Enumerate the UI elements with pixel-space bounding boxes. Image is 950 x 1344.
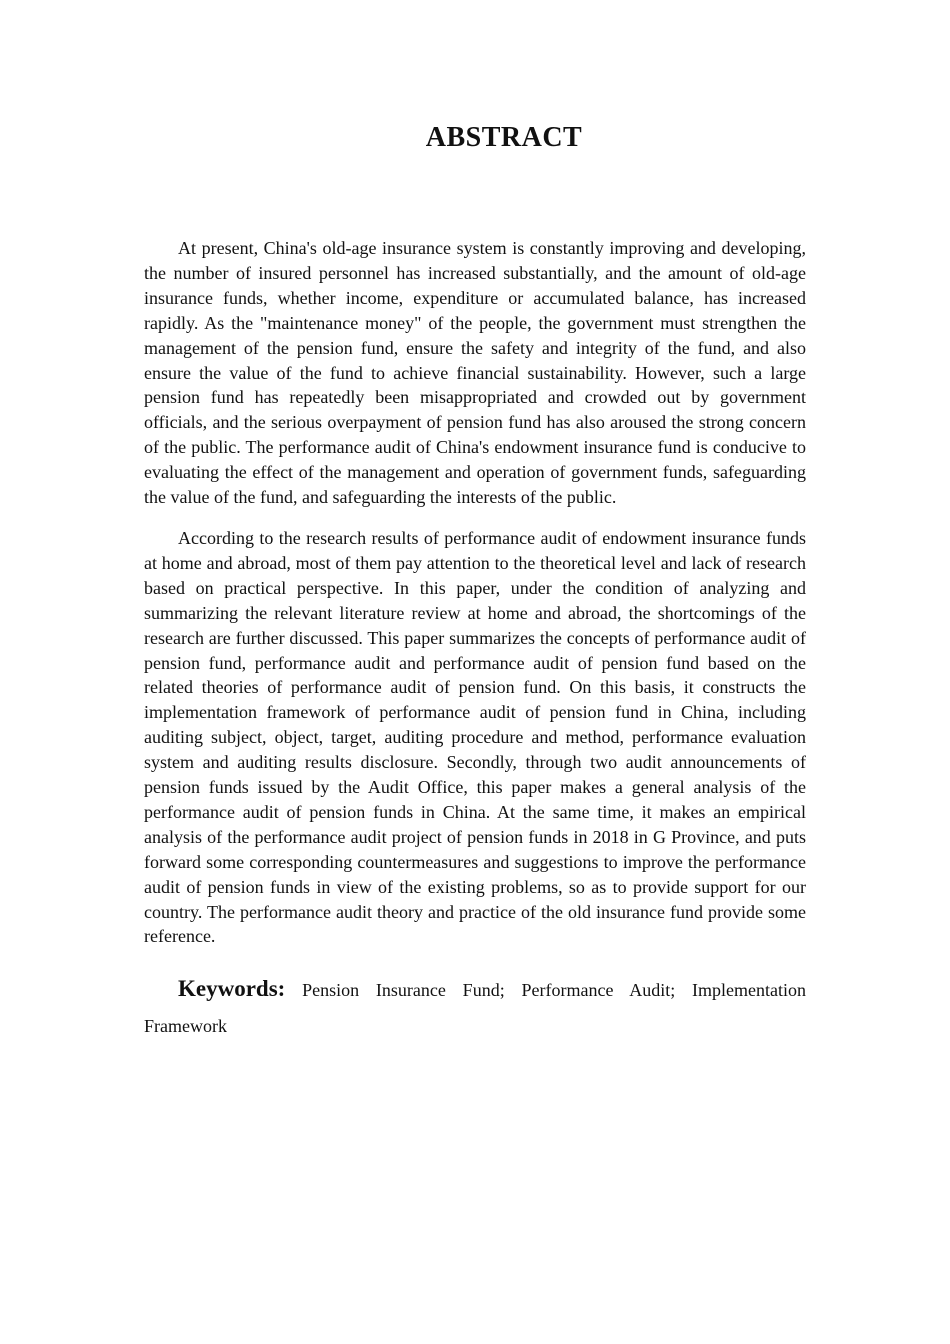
abstract-paragraph-1: At present, China's old-age insurance system is constantly improving and developing, the number of insured personnel has increased substantially, and the amount of old-age insurance funds, whether income, expenditure or accumulated balance, has increased rapidly. As the "maintenance money" of the people, the government must strengthen the management of the pension fund, ensure the safety and integrity of the fund, and also ensure the value of the fund to achieve financial sustainability. However, such a large pension fund has repeatedly been misappropriated and crowded out by government officials, and the serious overpayment of pension fund has also aroused the strong concern of the public. The performance audit of China's endowment insurance fund is conducive to evaluating the effect of the management and operation of government funds, safeguarding the value of the fund, and safeguarding the interests of the public. <box>144 238 806 508</box>
keywords-line <box>144 971 806 1044</box>
abstract-paragraph-2: According to the research results of performance audit of endowment insurance funds at home and abroad, most of them pay attention to the theoretical level and lack of research based on practical perspective. In this paper, under the condition of analyzing and summarizing the relevant literature review at home and abroad, the shortcomings of the research are further discussed. This paper summarizes the concepts of performance audit of pension fund, performance audit and performance audit of pension fund based on the related theories of performance audit of pension fund. On this basis, it constructs the implementation framework of performance audit of pension fund in China, including auditing subject, object, target, auditing procedure and method, performance evaluation system and auditing results disclosure. Secondly, through two audit announcements of pension funds issued by the Audit Office, this paper makes a general analysis of the performance audit of pension funds in China. At the same time, it makes an empirical analysis of the performance audit project of pension funds in 2018 in G Province, and puts forward some corresponding countermeasures and suggestions to improve the performance audit of pension funds in view of the existing problems, so as to provide support for our country. The performance audit theory and practice of the old insurance fund provide some reference. <box>144 527 806 947</box>
keywords-label: Keywords: <box>178 976 286 1002</box>
abstract-title: ABSTRACT <box>425 122 583 153</box>
abstract-body <box>144 236 806 1044</box>
keywords-text: Pension Insurance Fund; Performance Audit; Implementation Framework <box>144 980 807 1037</box>
